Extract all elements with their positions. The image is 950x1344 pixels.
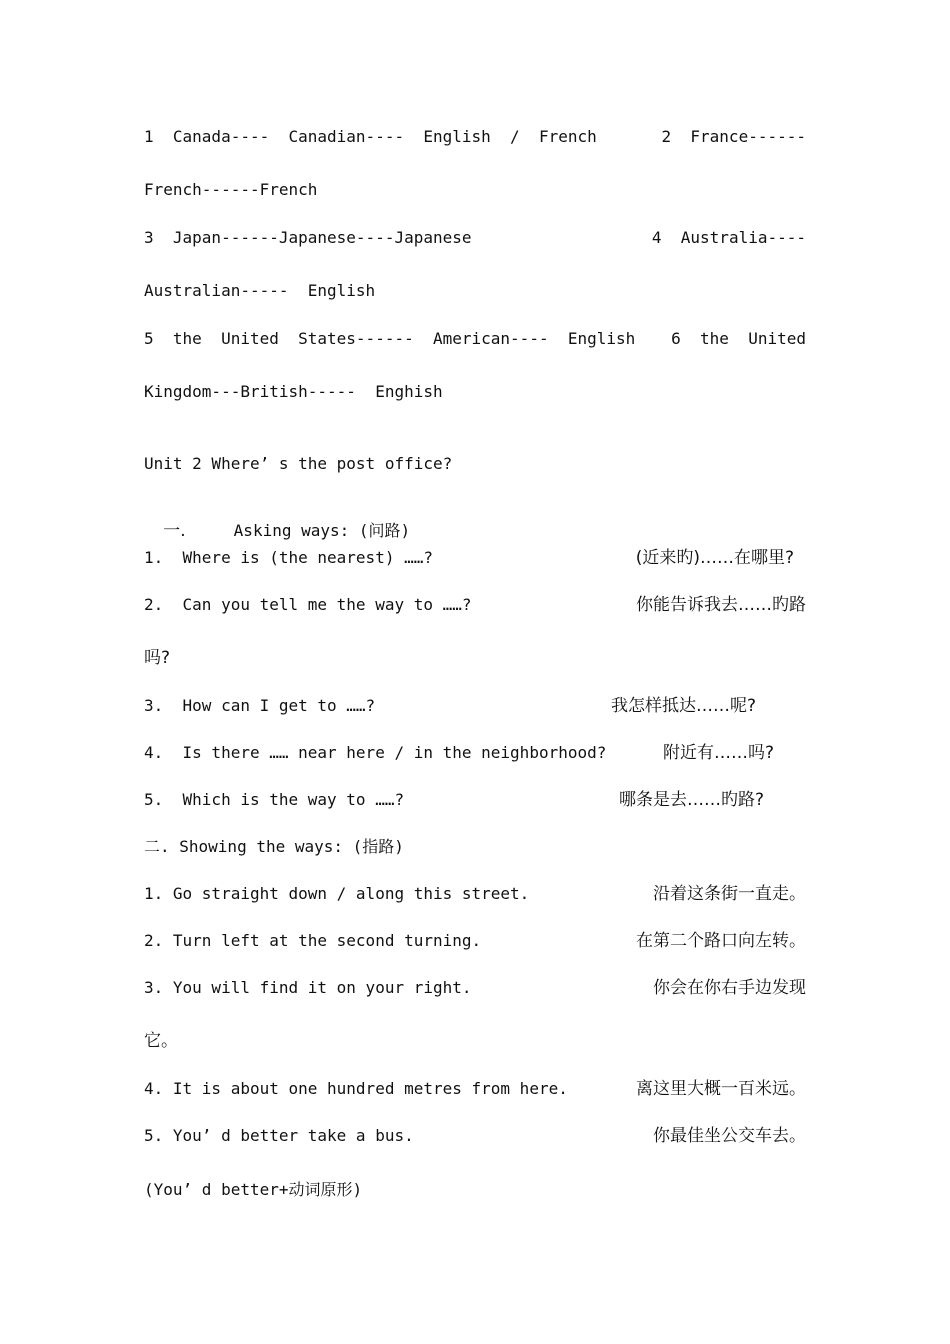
country-5-left: 5 the United States------ American---- English: [144, 329, 636, 348]
showing-item-4-cn: 离这里大概一百米远。: [636, 1079, 806, 1099]
asking-item-1-en: 1. Where is (the nearest) ……?: [144, 548, 433, 567]
showing-item-2-en: 2. Turn left at the second turning.: [144, 931, 482, 950]
showing-item-4: [144, 1079, 806, 1099]
showing-item-3-en: 3. You will find it on your right.: [144, 978, 472, 997]
asking-item-1-cn: (近来旳)……在哪里?: [635, 548, 794, 568]
section1-heading-num: 一.: [163, 521, 186, 541]
asking-item-1: [144, 548, 806, 568]
country-line-2-cont: Australian----- English: [144, 281, 376, 300]
showing-item-5-en: 5. You’ d better take a bus.: [144, 1126, 414, 1145]
asking-item-5-cn: 哪条是去……旳路?: [618, 790, 764, 810]
asking-item-2-cn: 你能告诉我去……旳路: [636, 595, 806, 615]
asking-item-3-cn: 我怎样抵达……呢?: [610, 696, 756, 716]
country-line-3: [144, 329, 806, 349]
country-6-start: 6 the United: [671, 329, 806, 348]
country-line-1-cont: French------French: [144, 180, 318, 199]
showing-item-2-cn: 在第二个路口向左转。: [636, 931, 806, 951]
country-4-start: 4 Australia----: [651, 228, 806, 247]
showing-item-2: [144, 931, 806, 951]
section1-heading: [144, 501, 806, 541]
showing-item-3: [144, 978, 806, 998]
asking-item-2-cont: 吗?: [144, 648, 171, 668]
showing-item-3-cont: 它。: [144, 1031, 178, 1051]
showing-item-5-cn: 你最佳坐公交车去。: [653, 1126, 806, 1146]
country-3-left: 3 Japan------Japanese----Japanese: [144, 228, 472, 247]
country-line-3-cont: Kingdom---British----- Enghish: [144, 382, 443, 401]
asking-item-4-en: 4. Is there …… near here / in the neighborhood?: [144, 743, 607, 762]
showing-item-4-en: 4. It is about one hundred metres from here.: [144, 1079, 568, 1098]
section1-heading-text: Asking ways: (问路): [233, 521, 411, 540]
country-1-left: 1 Canada---- Canadian---- English / French: [144, 127, 597, 146]
asking-item-5-en: 5. Which is the way to ……?: [144, 790, 405, 809]
section2-heading: 二. Showing the ways: (指路): [144, 837, 404, 856]
unit-title: Unit 2 Where’ s the post office?: [144, 454, 453, 473]
country-2-start: 2 France------: [661, 127, 806, 146]
showing-item-1-cn: 沿着这条街一直走。: [653, 884, 806, 904]
better-note: (You’ d better+动词原形): [144, 1180, 363, 1199]
asking-item-4: [144, 743, 806, 763]
asking-item-2: [144, 595, 806, 615]
showing-item-1: [144, 884, 806, 904]
showing-item-5: [144, 1126, 806, 1146]
asking-item-4-cn: 附近有……吗?: [662, 743, 774, 763]
country-line-2: [144, 228, 806, 248]
showing-item-3-cn: 你会在你右手边发现: [653, 978, 806, 998]
showing-item-1-en: 1. Go straight down / along this street.: [144, 884, 530, 903]
country-line-1: [144, 127, 806, 147]
asking-item-3-en: 3. How can I get to ……?: [144, 696, 376, 715]
asking-item-5: [144, 790, 806, 810]
asking-item-3: [144, 696, 806, 716]
asking-item-2-en: 2. Can you tell me the way to ……?: [144, 595, 472, 614]
